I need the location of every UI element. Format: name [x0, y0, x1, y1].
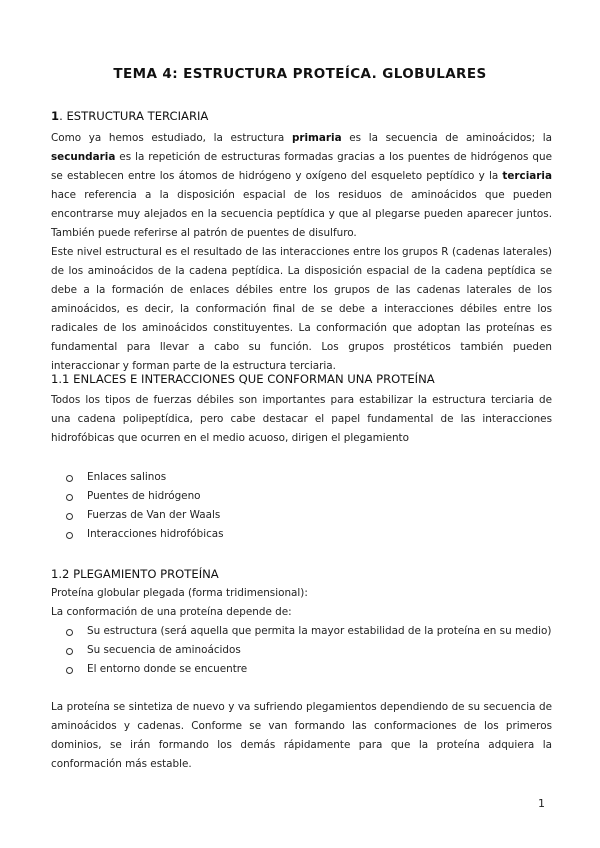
term-terciaria: terciaria — [502, 170, 552, 182]
text-run: es la secuencia de aminoácidos; la — [341, 132, 552, 144]
text-run: es la repetición de estructuras formadas gracias a los puentes de hidrógenos que se establecen entre los átomos de hidrógeno y oxígeno del esqueleto peptídico y la — [51, 151, 552, 182]
line-conformacion-depende: La conformación de una proteína depende de: — [51, 606, 292, 618]
text-run: hace referencia a la disposición espacial de los residuos de aminoácidos que pueden encontrarse muy alejados en la secuencia peptídica y que al plegarse pueden aparecer juntos. También puede referirse al patrón de puentes de disulfuro. — [51, 189, 552, 239]
paragraph-sintesis-plegamiento: La proteína se sintetiza de nuevo y va sufriendo plegamientos dependiendo de su secuencia de aminoácidos y cadenas. Conforme se van formando las conformaciones de los primeros dominios, se irán formando los demás rápidamente para que la proteína adquiera la conformación más estable. — [51, 701, 552, 770]
list-item — [66, 487, 552, 506]
list-item-text: Enlaces salinos — [87, 471, 167, 483]
bullet-circle-icon — [66, 667, 73, 674]
section-number: 1 — [51, 109, 60, 123]
section-heading-enlaces-interacciones: 1.1 ENLACES E INTERACCIONES QUE CONFORMAN UNA PROTEÍNA — [51, 372, 435, 386]
list-item-text: Su secuencia de aminoácidos — [87, 644, 241, 656]
list-item — [66, 660, 552, 679]
list-item-text: El entorno donde se encuentre — [87, 663, 248, 675]
list-item — [66, 622, 552, 641]
list-item — [66, 468, 552, 487]
section-heading-plegamiento: 1.2 PLEGAMIENTO PROTEÍNA — [51, 567, 219, 581]
bullet-circle-icon — [66, 648, 73, 655]
list-item — [66, 506, 552, 525]
text-run: Como ya hemos estudiado, la estructura — [51, 132, 292, 144]
list-item — [66, 641, 552, 660]
list-factores-conformacion — [66, 622, 552, 679]
list-item — [66, 525, 552, 544]
list-item-text: Su estructura (será aquella que permita la mayor estabilidad de la proteína en su medio) — [87, 625, 552, 637]
paragraph-niveles-estructura — [51, 129, 552, 243]
section-heading-estructura-terciaria — [51, 109, 208, 123]
paragraph-interacciones-grupos-r: Este nivel estructural es el resultado de las interacciones entre los grupos R (cadenas laterales) de los aminoácidos de la cadena peptídica. La disposición espacial de la cadena peptídica se debe a la formación de enlaces débiles entre los grupos de las cadenas laterales de los aminoácidos, es decir, la conformación final de se debe a interacciones débiles entre los radicales de los aminoácidos constituyentes. La conformación que adoptan las proteínas es fundamental para llevar a cabo su función. Los grupos prostéticos también pueden interaccionar y forman parte de la estructura terciaria. — [51, 246, 552, 372]
list-item-text: Puentes de hidrógeno — [87, 490, 201, 502]
list-enlaces — [66, 468, 552, 544]
list-item-text: Interacciones hidrofóbicas — [87, 528, 224, 540]
bullet-circle-icon — [66, 629, 73, 636]
paragraph-fuerzas-debiles: Todos los tipos de fuerzas débiles son importantes para estabilizar la estructura terciaria de una cadena polipeptídica, pero cabe destacar el papel fundamental de las interacciones hidrofóbicas que ocurren en el medio acuoso, dirigen el plegamiento — [51, 394, 552, 444]
term-primaria: primaria — [291, 132, 342, 144]
line-proteina-globular: Proteína globular plegada (forma tridimensional): — [51, 587, 308, 599]
bullet-circle-icon — [66, 532, 73, 539]
document-title: TEMA 4: ESTRUCTURA PROTEÍCA. GLOBULARES — [113, 66, 487, 82]
page-number: 1 — [538, 797, 545, 810]
bullet-circle-icon — [66, 475, 73, 482]
list-item-text: Fuerzas de Van der Waals — [87, 509, 221, 521]
bullet-circle-icon — [66, 494, 73, 501]
bullet-circle-icon — [66, 513, 73, 520]
term-secundaria: secundaria — [51, 151, 116, 163]
section-title: . ESTRUCTURA TERCIARIA — [59, 109, 209, 123]
